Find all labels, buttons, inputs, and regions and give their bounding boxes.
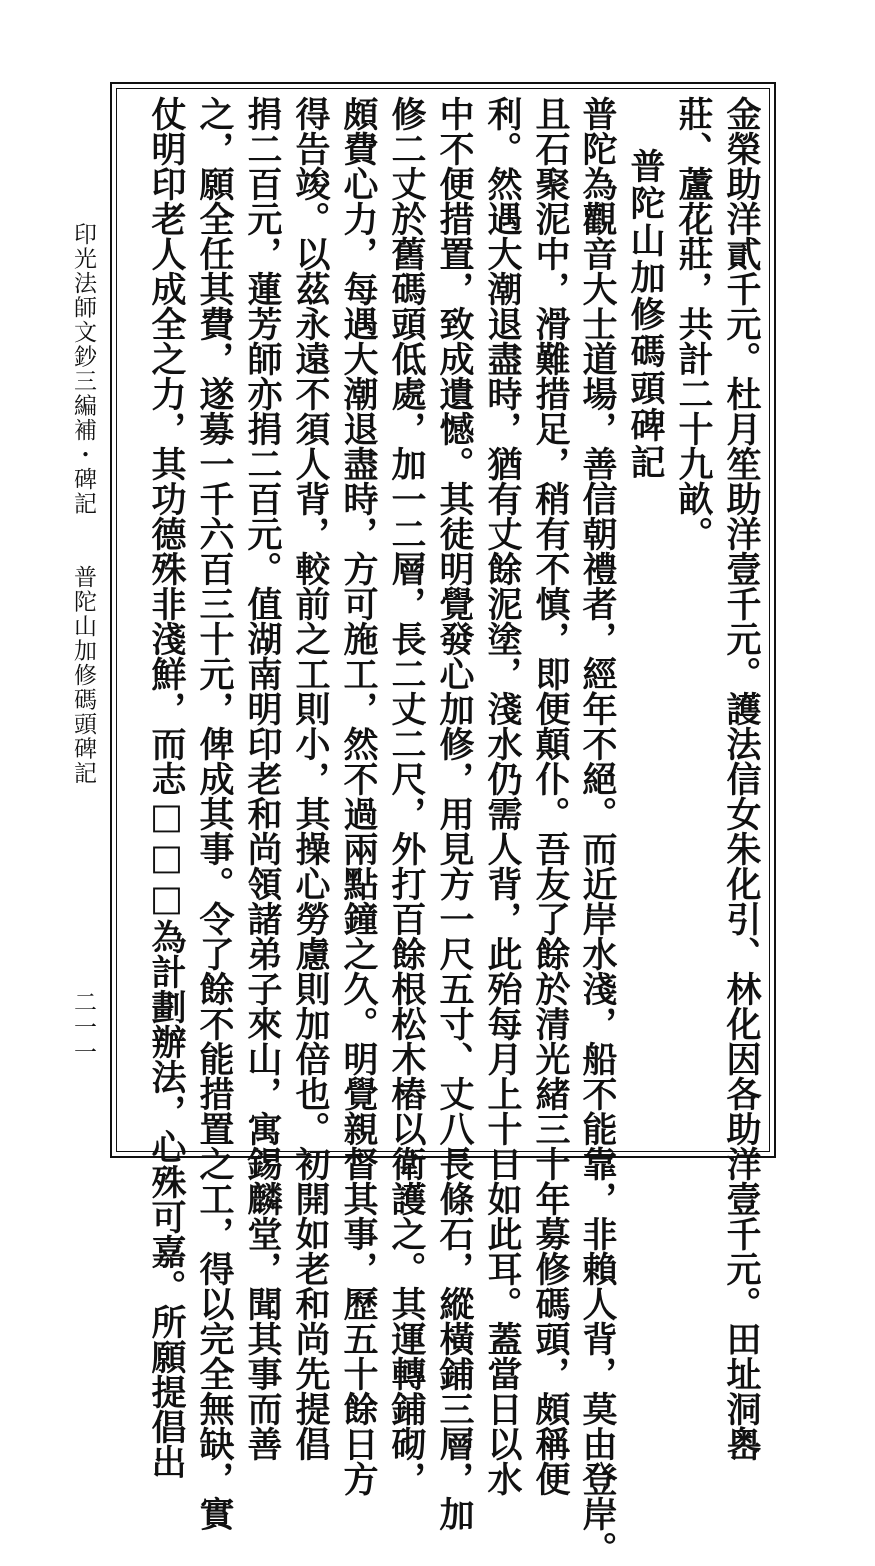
text-column-5: 利。然遇大潮退盡時，猶有丈餘泥塗，淺水仍需人背，此殆每月上十日如此耳。蓋當日以水 xyxy=(482,96,523,1496)
text-column-12: 仗明印老人成全之力，其功德殊非淺鮮，而志□□□為計劃辦法，心殊可嘉。所願提倡出 xyxy=(146,96,187,1479)
text-column-1: 金榮助洋貳千元。杜月笙助洋壹千元。護法信女朱化引、林化因各助洋壹千元。田址洞嶴 xyxy=(721,96,762,1461)
running-head: 印光法師文鈔三編補・碑記 普陀山加修碼頭碑記 xyxy=(70,222,96,786)
text-column-7: 修二丈於舊碼頭低處，加一二層，長二丈二尺，外打百餘根松木樁以衛護之。其運轉鋪砌， xyxy=(386,96,427,1496)
text-column-3: 普陀為觀音大士道場，善信朝禮者，經年不絕。而近岸水淺，船不能靠，非賴人背，莫由登岸。 xyxy=(577,96,618,1566)
text-column-11: 之，願全任其費，遂募一千六百三十元，俾成其事。令了餘不能措置之工，得以完全無缺，實 xyxy=(194,96,235,1531)
page-number: 二一一 xyxy=(70,990,96,1065)
text-column-8: 頗費心力，每遇大潮退盡時，方可施工，然不過兩點鐘之久。明覺親督其事，歷五十餘日方 xyxy=(338,96,379,1496)
article-title: 普陀山加修碼頭碑記 xyxy=(625,148,666,481)
text-column-2: 莊、蘆花莊，共計二十九畝。 xyxy=(673,96,714,551)
text-column-9: 得告竣。以茲永遠不須人背，較前之工則小，其操心勞慮則加倍也。初開如老和尚先提倡 xyxy=(290,96,331,1461)
text-column-10: 捐二百元，蓮芳師亦捐二百元。值湖南明印老和尚領諸弟子來山，寓錫麟堂，聞其事而善 xyxy=(242,96,283,1461)
text-column-4: 且石聚泥中，滑難措足，稍有不慎，即便顛仆。吾友了餘於清光緒三十年募修碼頭，頗稱便 xyxy=(530,96,571,1496)
text-column-6: 中不便措置，致成遺憾。其徒明覺發心加修，用見方一尺五寸、丈八長條石，縱橫鋪三層，加 xyxy=(434,96,475,1531)
